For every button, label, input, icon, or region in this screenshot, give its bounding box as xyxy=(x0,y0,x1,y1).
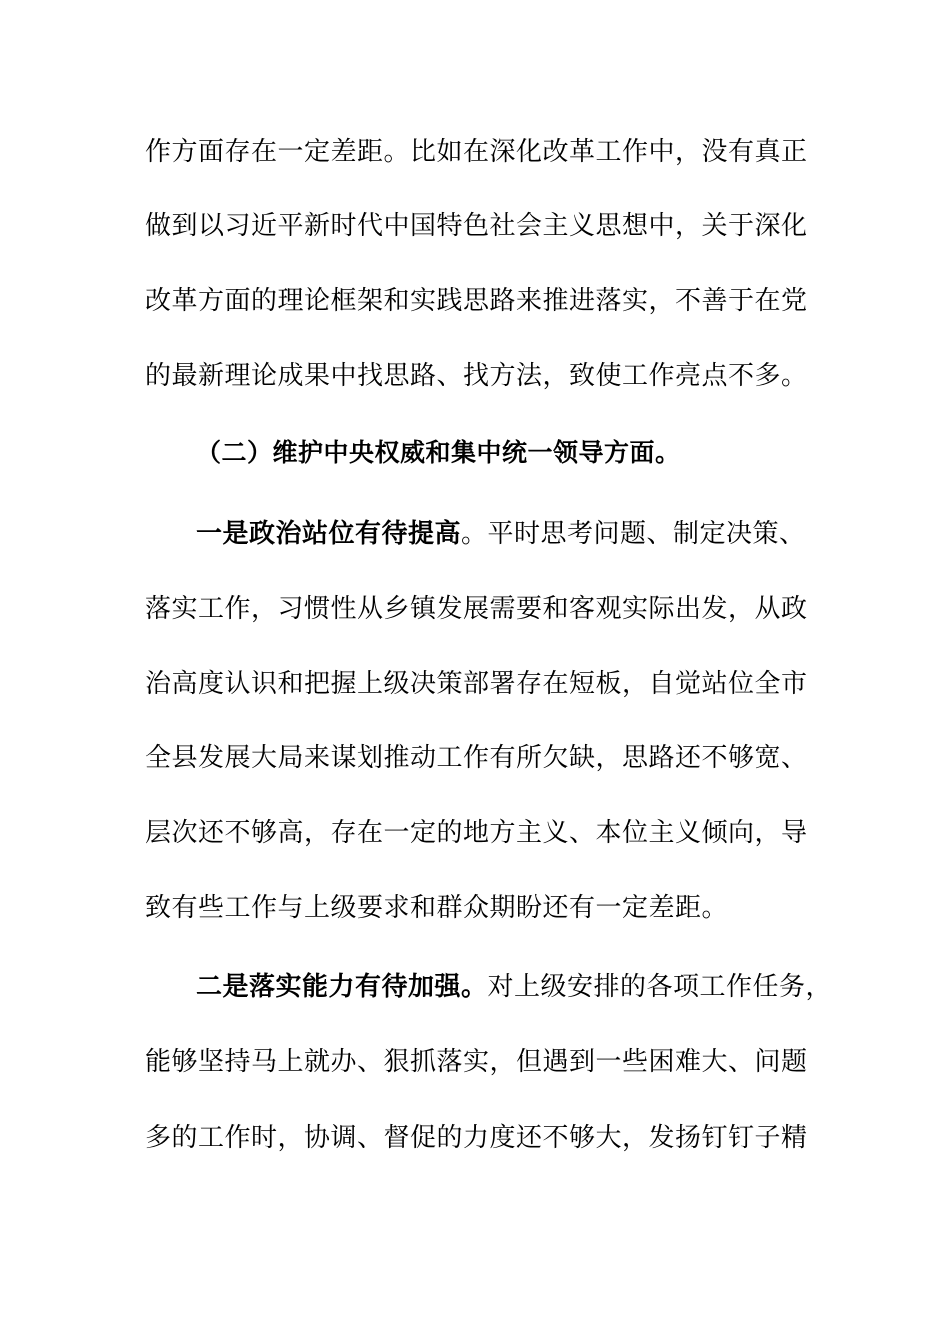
paragraph-text: 对上级安排的各项工作任务， xyxy=(487,972,833,1002)
text-line: 作方面存在一定差距。比如在深化改革工作中，没有真正 xyxy=(145,137,808,167)
text-line: 能够坚持马上就办、狠抓落实，但遇到一些困难大、问题 xyxy=(145,1047,808,1077)
paragraph-text: 。平时思考问题、制定决策、 xyxy=(461,519,806,549)
text-line: 的最新理论成果中找思路、找方法，致使工作亮点不多。 xyxy=(145,361,808,391)
text-line: 多的工作时，协调、督促的力度还不够大，发扬钉钉子精 xyxy=(145,1123,808,1153)
section-heading: （二）维护中央权威和集中统一领导方面。 xyxy=(196,438,681,467)
paragraph-first-line xyxy=(196,517,806,551)
text-line: 改革方面的理论框架和实践思路来推进落实，不善于在党 xyxy=(145,286,808,316)
text-line: 致有些工作与上级要求和群众期盼还有一定差距。 xyxy=(145,893,729,923)
paragraph-lead: 二是落实能力有待加强。 xyxy=(196,972,488,1002)
text-line: 层次还不够高，存在一定的地方主义、本位主义倾向，导 xyxy=(145,818,808,848)
text-line: 全县发展大局来谋划推动工作有所欠缺，思路还不够宽、 xyxy=(145,743,808,773)
paragraph-first-line xyxy=(196,970,832,1004)
paragraph-lead: 一是政治站位有待提高 xyxy=(196,519,462,549)
text-line: 治高度认识和把握上级决策部署存在短板，自觉站位全市 xyxy=(145,669,808,699)
text-line: 落实工作，习惯性从乡镇发展需要和客观实际出发，从政 xyxy=(145,594,808,624)
text-line: 做到以习近平新时代中国特色社会主义思想中，关于深化 xyxy=(145,211,808,241)
